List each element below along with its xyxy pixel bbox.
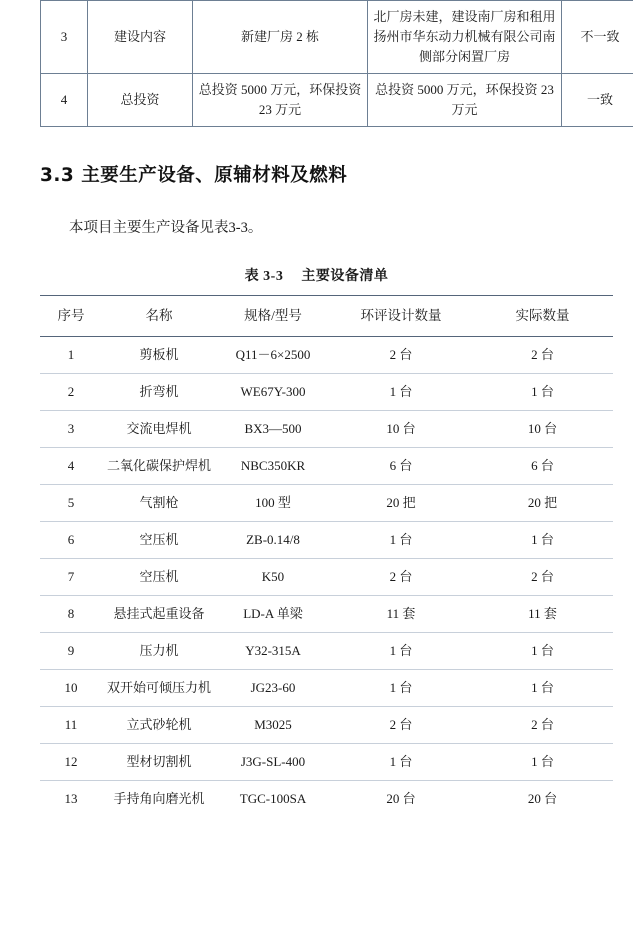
cell-assessed-qty: 2 台 [330,559,472,596]
cell-name: 二氧化碳保护焊机 [102,448,216,485]
cell-actual-qty: 11 套 [472,596,613,633]
table-caption-title: 主要设备清单 [301,269,389,284]
comparison-table [40,0,633,127]
cell-assessed-qty: 10 台 [330,411,472,448]
cell-no: 3 [40,411,102,448]
cell-no: 1 [40,337,102,374]
cell-assessed-qty: 20 台 [386,791,416,806]
cell-no: 11 [40,707,102,744]
cell-no: 8 [40,596,102,633]
cell-assessed-qty: 2 台 [330,337,472,374]
cell-model: Q11－6×2500 [216,337,330,374]
cell-no: 2 [40,374,102,411]
row-number: 3 [41,1,88,74]
row-number: 4 [41,74,88,127]
cell-actual-qty: 10 台 [472,411,613,448]
cell-name: 立式砂轮机 [102,707,216,744]
cell-name: 折弯机 [102,374,216,411]
table-caption-number: 表 3-3 [244,269,284,284]
cell-model: ZB-0.14/8 [216,522,330,559]
row-item: 建设内容 [88,1,193,74]
section-heading: 3.3 主要生产设备、原辅材料及燃料 [40,165,348,186]
row-result: 一致 [562,74,633,127]
cell-model: WE67Y-300 [216,374,330,411]
column-header-model: 规格/型号 [216,296,330,337]
cell-name: 双开始可倾压力机 [102,670,216,707]
column-header-actual-qty: 实际数量 [472,296,613,337]
column-header-assessed-qty: 环评设计数量 [330,296,472,337]
cell-model: M3025 [216,707,330,744]
cell-name: 空压机 [102,559,216,596]
cell-actual-qty: 1 台 [472,670,613,707]
cell-name: 气割枪 [102,485,216,522]
row-assessed: 新建厂房 2 栋 [193,1,368,74]
cell-name: 空压机 [102,522,216,559]
cell-no: 7 [40,559,102,596]
cell-actual-qty: 1 台 [472,744,613,781]
table-row [40,596,613,633]
cell-no: 12 [40,744,102,781]
table-row [40,337,613,374]
cell-no: 10 [40,670,102,707]
cell-actual-qty: 2 台 [472,707,613,744]
comparison-table-body [41,1,633,127]
row-item: 总投资 [88,74,193,127]
cell-actual-qty: 1 台 [472,633,613,670]
table-row [41,1,633,74]
table-row [40,633,613,670]
cell-no: 5 [40,485,102,522]
cell-model: TGC-100SA [239,791,307,806]
table-row [40,485,613,522]
section-paragraph: 本项目主要生产设备见表3-3。 [69,220,263,236]
cell-name: 型材切割机 [102,744,216,781]
column-header-no: 序号 [40,296,102,337]
cell-no: 6 [40,522,102,559]
equipment-table-body [40,337,613,818]
cell-actual-qty: 1 台 [472,374,613,411]
cell-name: 剪板机 [102,337,216,374]
table-row [40,781,613,818]
equipment-table [40,295,613,817]
cell-model: K50 [216,559,330,596]
row-actual: 总投资 5000 万元，环保投资 23 万元 [368,74,562,127]
cell-actual-qty: 2 台 [472,559,613,596]
cell-name: 手持角向磨光机 [113,791,205,806]
row-assessed: 总投资 5000 万元，环保投资 23 万元 [193,74,368,127]
table-row [40,374,613,411]
cell-no: 4 [40,448,102,485]
cell-assessed-qty: 1 台 [330,374,472,411]
cell-model: LD-A 单梁 [216,596,330,633]
cell-no: 9 [40,633,102,670]
row-actual: 北厂房未建，建设南厂房和租用扬州市华东动力机械有限公司南侧部分闲置厂房 [368,1,562,74]
cell-no: 13 [64,791,78,806]
cell-actual-qty: 6 台 [472,448,613,485]
cell-assessed-qty: 6 台 [330,448,472,485]
cell-assessed-qty: 20 把 [330,485,472,522]
table-row [40,448,613,485]
table-caption [40,265,593,285]
cell-model: Y32-315A [216,633,330,670]
cell-name: 悬挂式起重设备 [102,596,216,633]
row-result: 不一致 [562,1,633,74]
cell-assessed-qty: 1 台 [330,633,472,670]
equipment-table-head [40,296,613,337]
cell-assessed-qty: 11 套 [330,596,472,633]
cell-name: 交流电焊机 [102,411,216,448]
cell-actual-qty: 20 把 [472,485,613,522]
cell-model: JG23-60 [216,670,330,707]
table-row [40,522,613,559]
cell-assessed-qty: 1 台 [330,744,472,781]
cell-model: J3G-SL-400 [216,744,330,781]
column-header-name: 名称 [102,296,216,337]
cell-actual-qty: 1 台 [472,522,613,559]
table-row [41,74,633,127]
table-row [40,670,613,707]
cell-name: 压力机 [102,633,216,670]
table-row [40,707,613,744]
table-row [40,559,613,596]
table-header-row [40,296,613,337]
cell-assessed-qty: 1 台 [330,522,472,559]
cell-actual-qty: 2 台 [472,337,613,374]
cell-model: 100 型 [216,485,330,522]
table-row [40,744,613,781]
cell-assessed-qty: 1 台 [330,670,472,707]
cell-assessed-qty: 2 台 [330,707,472,744]
cell-actual-qty: 20 台 [527,791,558,806]
cell-model: NBC350KR [216,448,330,485]
cell-model: BX3—500 [216,411,330,448]
table-row [40,411,613,448]
